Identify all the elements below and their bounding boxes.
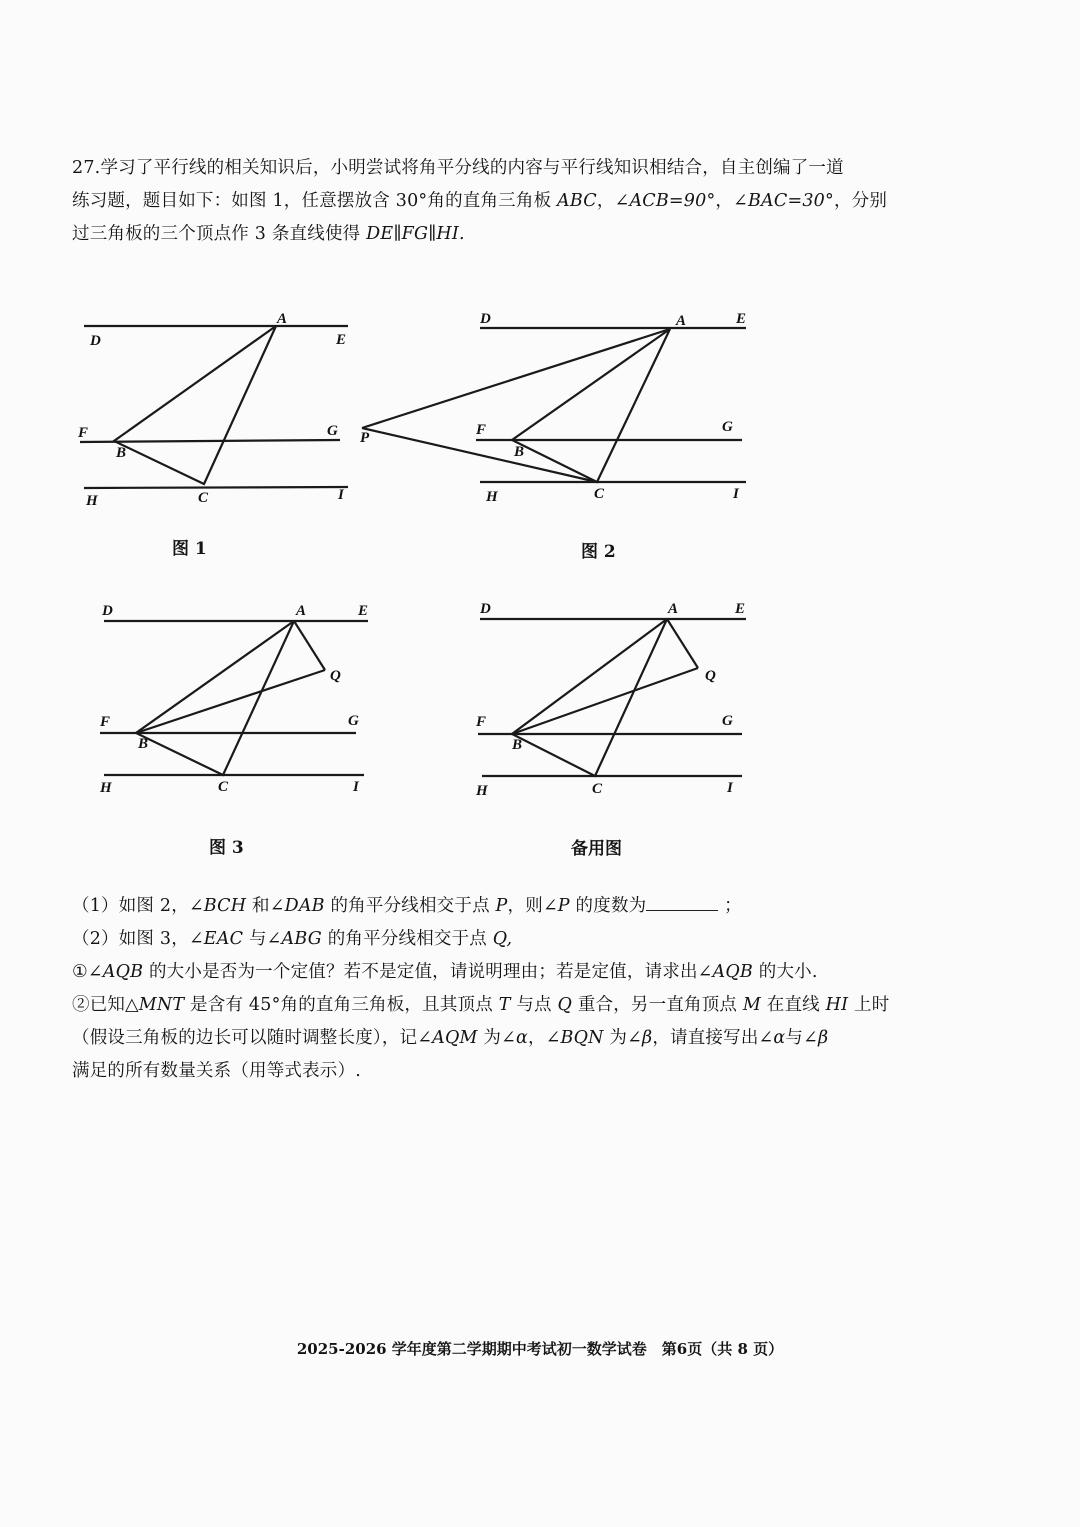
fig2-label-c: C bbox=[594, 486, 605, 502]
fig2-label-b: B bbox=[514, 444, 525, 460]
subquestion-2-end: 满足的所有数量关系（用等式表示）. bbox=[72, 1061, 361, 1081]
problem-number: 27. bbox=[72, 158, 101, 178]
fig2-label-i: I bbox=[733, 486, 739, 502]
spare-label-h: H bbox=[476, 783, 488, 799]
answer-blank[interactable] bbox=[646, 894, 718, 911]
fig3-label-b: B bbox=[138, 736, 149, 752]
fig2-label-p: P bbox=[360, 430, 370, 446]
question-2: （2）如图 3，∠EAC 与∠ABG 的角平分线相交于点 Q, bbox=[72, 929, 513, 949]
spare-label-i: I bbox=[727, 780, 733, 796]
fig1-label-a: A bbox=[277, 311, 288, 327]
fig3-label-g: G bbox=[348, 713, 359, 729]
fig2-label-f: F bbox=[476, 422, 487, 438]
fig3-label-i: I bbox=[353, 779, 359, 795]
fig3-label-a: A bbox=[296, 603, 307, 619]
fig2-label-d: D bbox=[480, 311, 491, 327]
subquestion-2-cont: （假设三角板的边长可以随时调整长度），记∠AQM 为∠α，∠BQN 为∠β，请直接写出∠α与∠β bbox=[72, 1028, 829, 1048]
fig2-label-e: E bbox=[736, 311, 747, 327]
fig2-label-h: H bbox=[486, 489, 498, 505]
fig1-label-b: B bbox=[116, 445, 127, 461]
fig2-caption: 图 2 bbox=[581, 542, 616, 562]
spare-caption: 备用图 bbox=[571, 839, 622, 859]
spare-label-g: G bbox=[722, 713, 733, 729]
fig3-label-h: H bbox=[100, 780, 112, 796]
fig2-label-g: G bbox=[722, 419, 733, 435]
spare-label-c: C bbox=[592, 781, 603, 797]
fig3-label-c: C bbox=[218, 779, 229, 795]
page-footer: 2025-2026 学年度第二学期期中考试初一数学试卷 第6页（共 8 页） bbox=[296, 1340, 784, 1358]
spare-label-a: A bbox=[668, 601, 679, 617]
fig3-label-q: Q bbox=[330, 668, 341, 684]
fig1-label-e: E bbox=[336, 332, 347, 348]
question-1: （1）如图 2，∠BCH 和∠DAB 的角平分线相交于点 P，则∠P 的度数为 ； bbox=[72, 896, 742, 916]
spare-label-f: F bbox=[476, 714, 487, 730]
fig1-label-i: I bbox=[338, 487, 344, 503]
fig3-caption: 图 3 bbox=[209, 838, 244, 858]
subquestion-1: ①∠AQB 的大小是否为一个定值？若不是定值，请说明理由；若是定值，请求出∠AQB 的大小. bbox=[72, 962, 818, 982]
fig1-caption: 图 1 bbox=[172, 539, 207, 559]
fig3-label-e: E bbox=[358, 603, 369, 619]
fig1-label-d: D bbox=[90, 333, 101, 349]
fig3-label-d: D bbox=[102, 603, 113, 619]
spare-label-q: Q bbox=[705, 668, 716, 684]
fig3-label-f: F bbox=[100, 714, 111, 730]
fig1-label-g: G bbox=[327, 423, 338, 439]
subquestion-2: ②已知△MNT 是含有 45°角的直角三角板，且其顶点 T 与点 Q 重合，另一直角顶点 M 在直线 HI 上时 bbox=[72, 995, 890, 1015]
fig2-label-a: A bbox=[676, 313, 687, 329]
spare-label-d: D bbox=[480, 601, 491, 617]
fig1-label-f: F bbox=[78, 425, 89, 441]
fig1-label-h: H bbox=[86, 493, 98, 509]
spare-label-e: E bbox=[735, 601, 746, 617]
problem-intro: 27.学习了平行线的相关知识后，小明尝试将角平分线的内容与平行线知识相结合，自主创编了一道 练习题，题目如下：如图 1，任意摆放含 30°角的直角三角板 ABC，∠ACB=90°，∠BAC=30°，分别 过三角板的三个顶点作 3 条直线使得 DE∥FG∥HI. bbox=[72, 158, 888, 244]
spare-label-b: B bbox=[512, 737, 523, 753]
fig1-label-c: C bbox=[198, 490, 209, 506]
